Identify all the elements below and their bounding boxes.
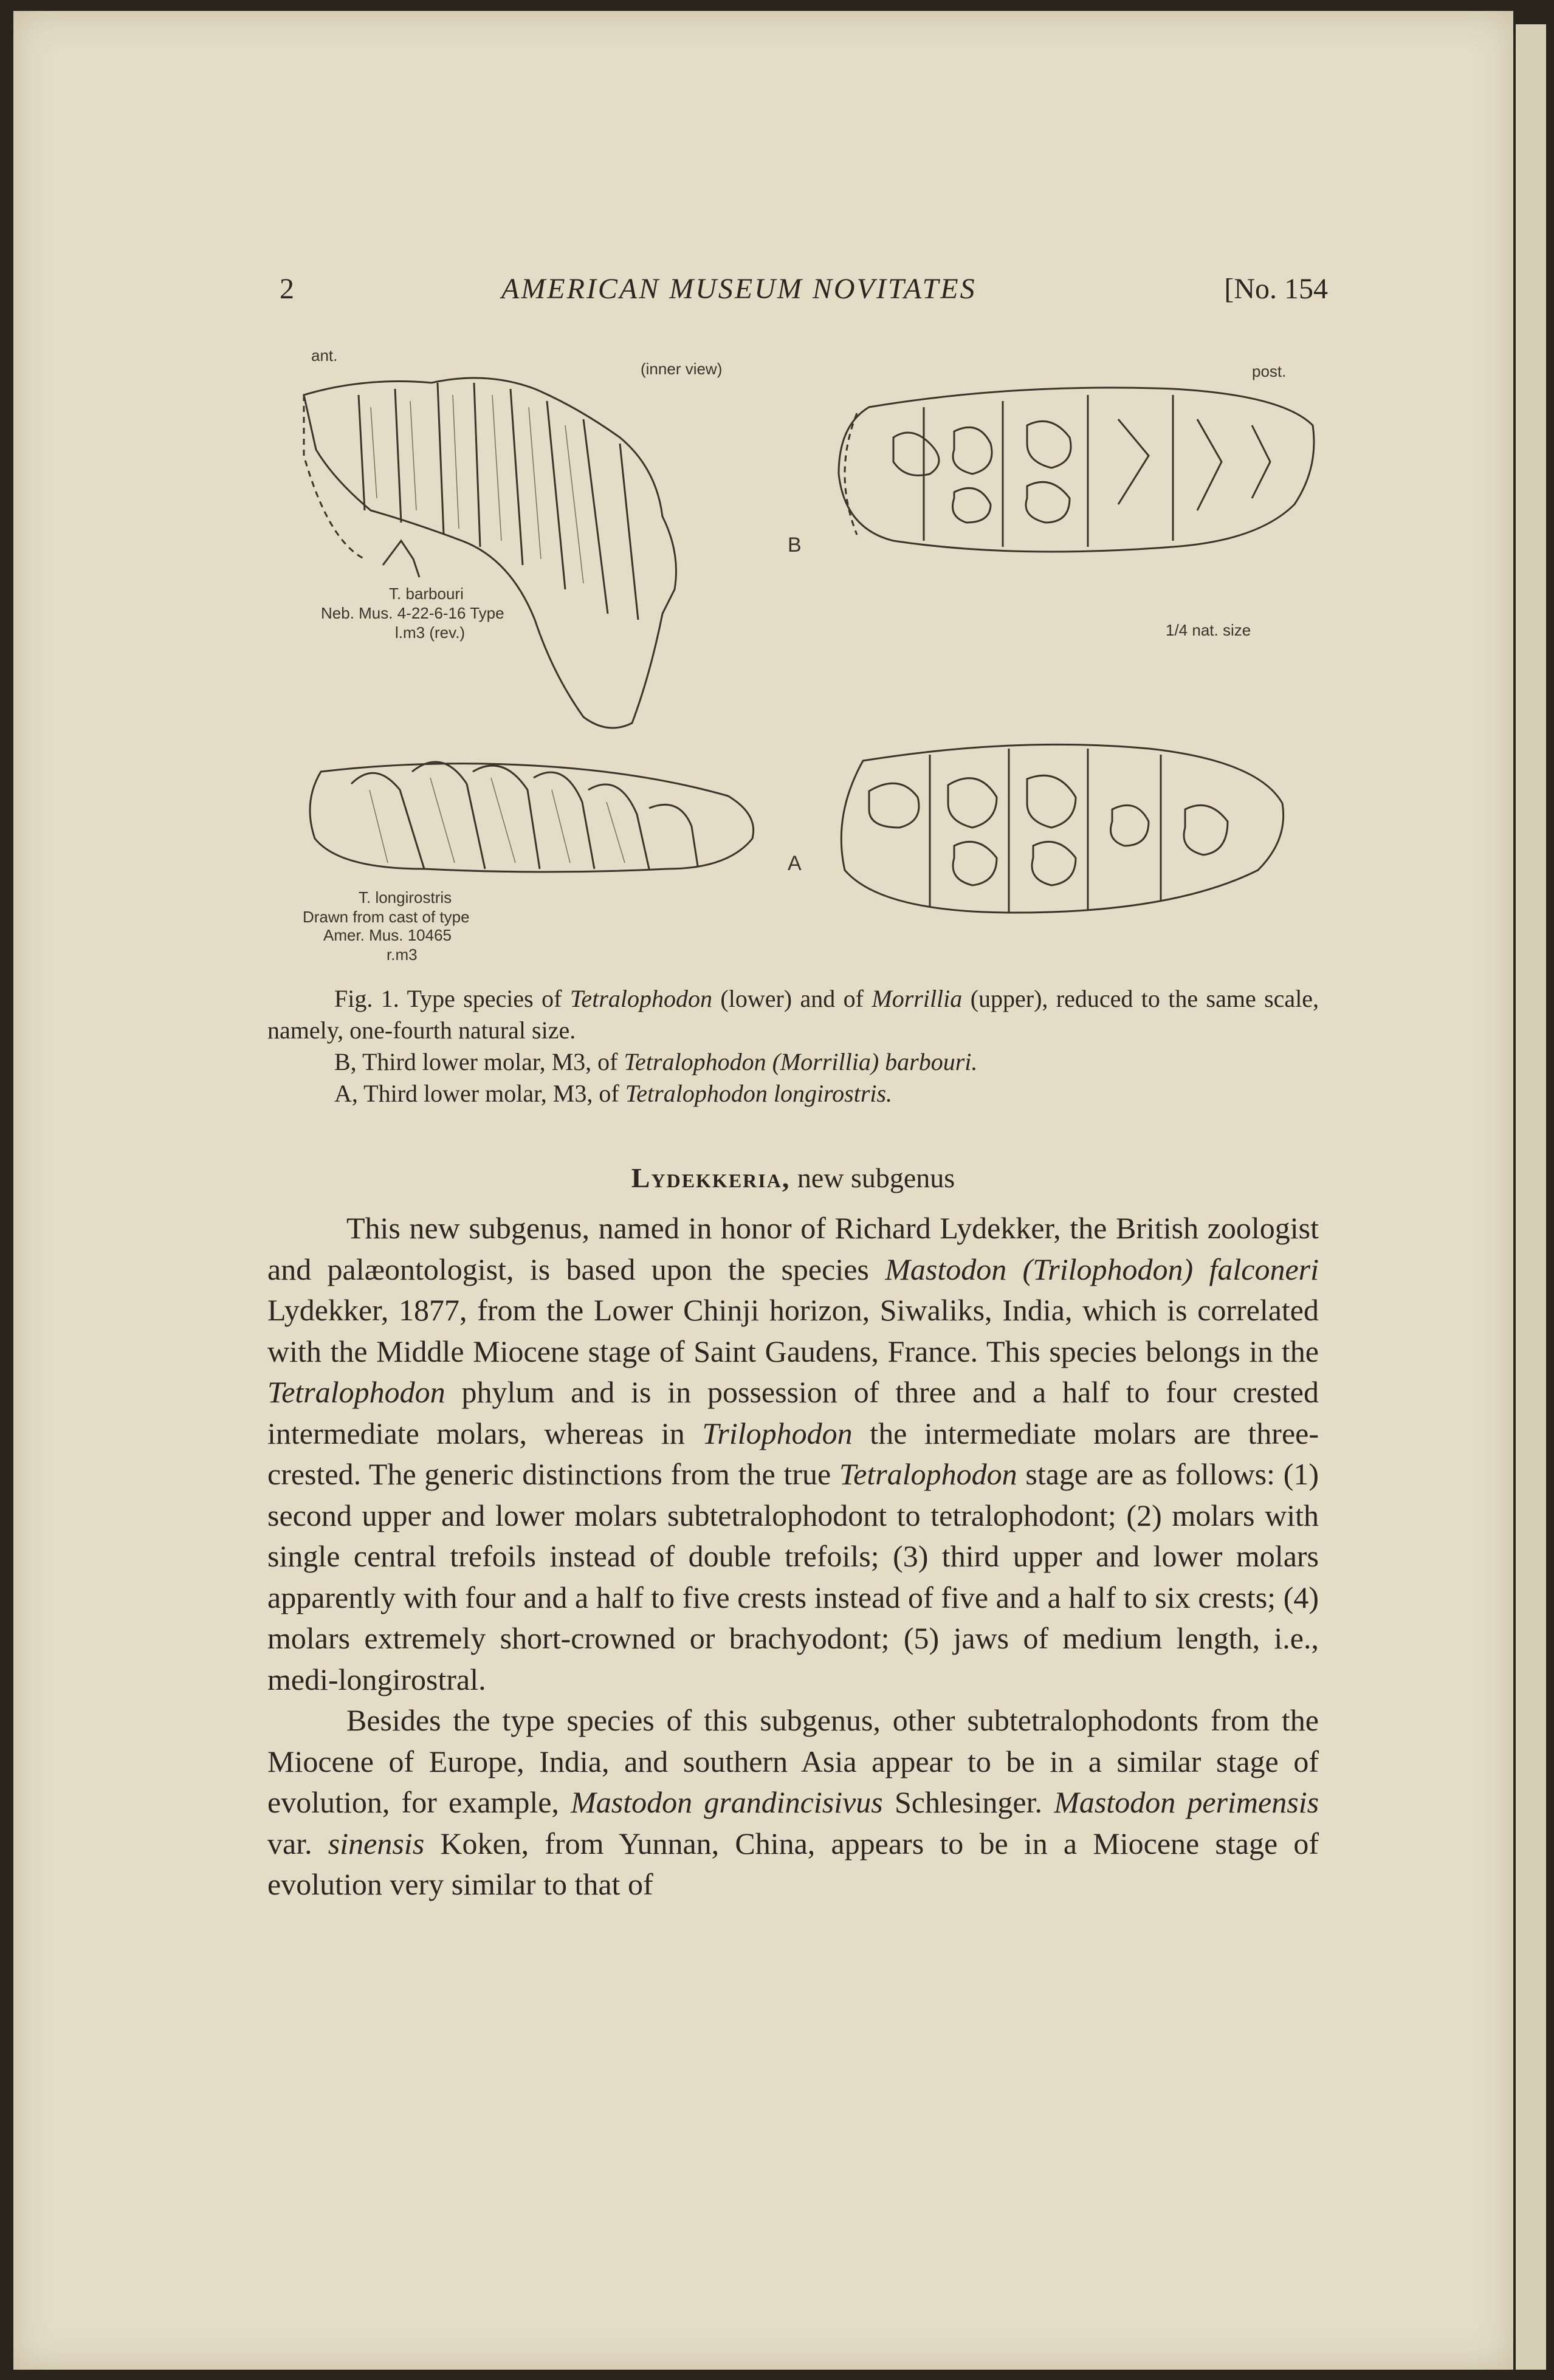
page-number: 2: [280, 273, 294, 305]
body-text: [267, 1208, 1319, 1905]
caption-text: (upper), reduced to the same scale, namely, one-fourth natural size.: [267, 985, 1319, 1044]
body-italic-run: Mastodon perimensis: [1054, 1785, 1319, 1819]
caption-text: A, Third lower molar, M3, of: [334, 1080, 619, 1107]
figure-letter-a: A: [788, 852, 802, 875]
adjacent-page-edge: [1516, 24, 1546, 2370]
caption-paragraph-3: [267, 1078, 1319, 1109]
caption-text: Type species of: [407, 985, 562, 1012]
body-text-run: the intermediate molars are three-crested. The generic distinctions from the true: [267, 1416, 1319, 1491]
body-text-run: Schlesinger.: [894, 1785, 1042, 1819]
molar-b-inner-view-drawing: [292, 358, 790, 735]
label-amer-mus: Amer. Mus. 10465: [323, 926, 452, 944]
label-species-barbouri: T. barbouri: [389, 585, 464, 603]
body-text-run: Besides the type species of this subgenus, other subtetralophodonts from the Miocene of Europe, India, and southern Asia appear to be in a similar stage of evolution, for example,: [267, 1703, 1319, 1819]
body-italic-run: sinensis: [328, 1826, 425, 1860]
caption-text: B, Third lower molar, M3, of: [334, 1048, 618, 1075]
journal-title: AMERICAN MUSEUM NOVITATES: [501, 273, 977, 305]
body-italic-run: Tetralophodon: [267, 1375, 445, 1409]
caption-text: (lower) and of: [720, 985, 864, 1012]
body-italic-run: Mastodon grandincisivus: [571, 1785, 883, 1819]
issue-number: [No. 154: [1224, 273, 1328, 305]
label-anterior: ant.: [311, 346, 338, 365]
body-paragraph-2: [267, 1700, 1319, 1905]
running-header: [267, 272, 1328, 309]
caption-paragraph-1: [267, 983, 1319, 1046]
body-text-run: Lydekker, 1877, from the Lower Chinji horizon, Siwaliks, India, which is correlated with the Middle Miocene stage of Saint Gaudens, France. This species belongs in the: [267, 1293, 1319, 1368]
molar-a-occlusal-drawing: [833, 736, 1294, 919]
caption-paragraph-2: [267, 1046, 1319, 1078]
molar-b-occlusal-drawing: [833, 383, 1325, 608]
body-italic-run: Tetralophodon: [839, 1457, 1017, 1491]
caption-fig-number: Fig. 1.: [334, 985, 399, 1012]
caption-genus: Morrillia: [872, 985, 963, 1012]
body-italic-run: Trilophodon: [702, 1416, 853, 1450]
body-paragraph-1: [267, 1208, 1319, 1700]
body-text-run: This new subgenus, named in honor of Richard Lydekker, the British zoologist and palæontologist, is based upon the species: [267, 1211, 1319, 1286]
label-specimen-neb-mus: Neb. Mus. 4-22-6-16 Type: [321, 604, 504, 622]
caption-species: Tetralophodon (Morrillia) barbouri.: [624, 1048, 978, 1075]
caption-genus: Tetralophodon: [569, 985, 712, 1012]
figure-letter-b: B: [788, 533, 802, 557]
label-posterior: post.: [1252, 362, 1287, 380]
figure-caption: [267, 983, 1319, 1109]
label-scale: 1/4 nat. size: [1166, 621, 1251, 639]
molar-a-lateral-drawing: [303, 747, 765, 887]
section-title: Lydekkeria,: [631, 1162, 791, 1193]
label-tooth-rm3: r.m3: [387, 945, 418, 964]
section-subtitle: new subgenus: [797, 1162, 955, 1193]
body-text-run: var.: [267, 1826, 312, 1860]
body-text-run: stage are as follows: (1) second upper and lower molars subtetralophodont to tetralophodont; (2) molars with single central trefoils instead of double trefoils; (3) third upper and lower molars apparently with four and a half to five crests instead of five and a half to six crests; (4) molars extremely short-crowned or brachyodont; (5) jaws of medium length, i.e., medi-longirostral.: [267, 1457, 1319, 1696]
caption-species: Tetralophodon longirostris.: [625, 1080, 893, 1107]
label-tooth-lm3: l.m3 (rev.): [395, 623, 466, 642]
body-text-run: phylum and is in possession of three and a half to four crested intermediate molars, whereas in: [267, 1375, 1319, 1450]
label-species-longirostris: T. longirostris: [359, 888, 452, 907]
label-drawn-from-cast: Drawn from cast of type: [303, 908, 470, 926]
section-heading: [267, 1162, 1319, 1194]
body-text-run: Koken, from Yunnan, China, appears to be in a Miocene stage of evolution very similar to that of: [267, 1826, 1319, 1901]
body-italic-run: Mastodon (Trilophodon) falconeri: [885, 1252, 1319, 1286]
label-inner-view: (inner view): [641, 360, 723, 378]
